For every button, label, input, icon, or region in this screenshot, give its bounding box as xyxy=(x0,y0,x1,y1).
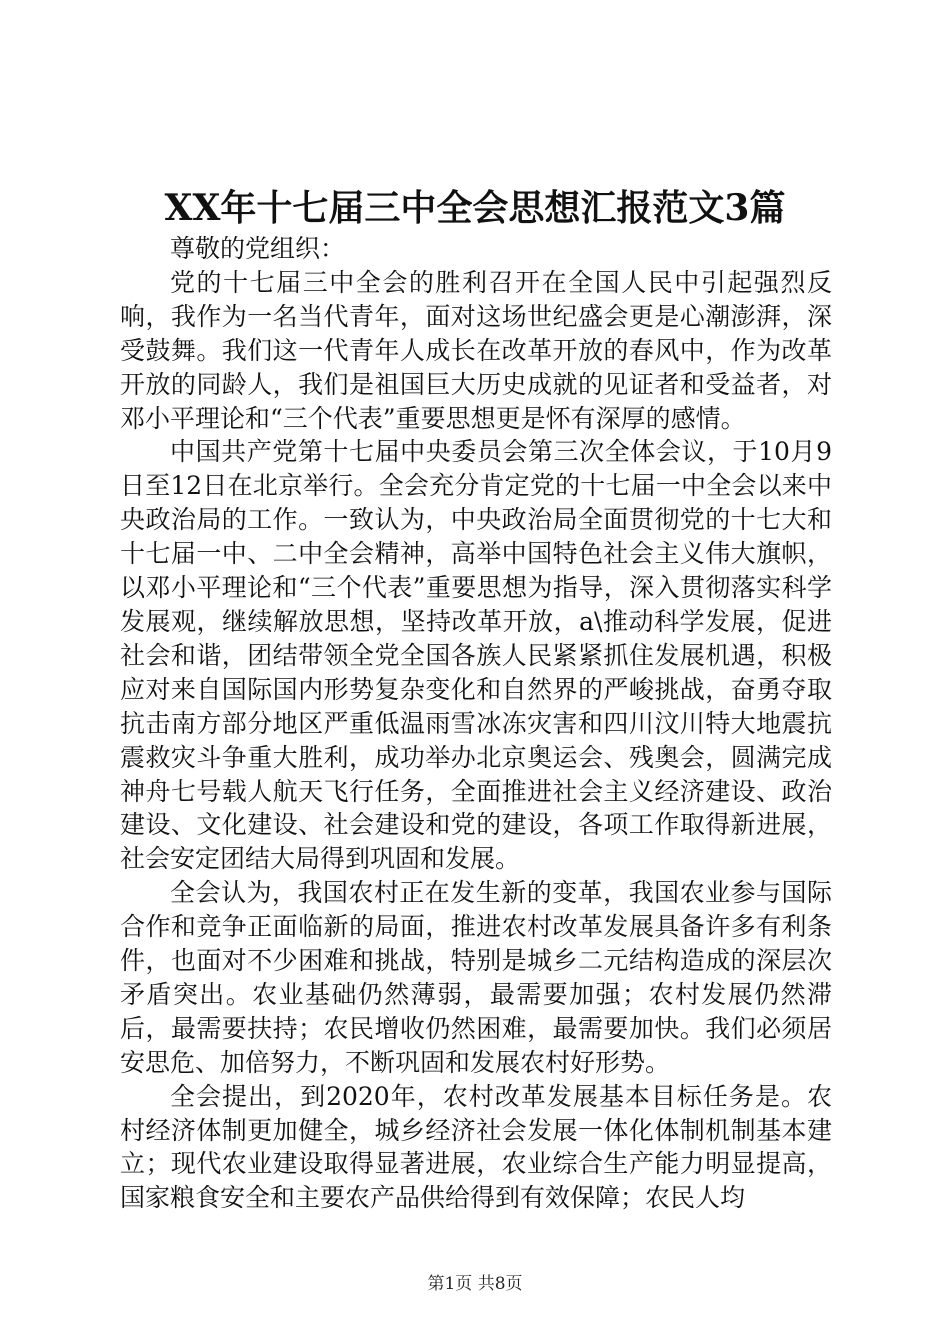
paragraph-1: 党的十七届三中全会的胜利召开在全国人民中引起强烈反响，我作为一名当代青年，面对这场世纪盛会更是心潮澎湃，深受鼓舞。我们这一代青年人成长在改革开放的春风中，作为改革开放的同龄人，我们是祖国巨大历史成就的见证者和受益者，对邓小平理论和“三个代表”重要思想更是怀有深厚的感情。 xyxy=(120,267,832,433)
paragraph-3: 全会认为，我国农村正在发生新的变革，我国农业参与国际合作和竞争正面临新的局面，推进农村改革发展具备许多有利条件，也面对不少困难和挑战，特别是城乡二元结构造成的深层次矛盾突出。农业基础仍然薄弱，最需要加强；农村发展仍然滞后，最需要扶持；农民增收仍然困难，最需要加快。我们必须居安思危、加倍努力，不断巩固和发展农村好形势。 xyxy=(120,878,832,1077)
document-body xyxy=(120,232,832,1215)
page-footer: 第1页 共8页 xyxy=(427,1274,523,1294)
paragraph-4: 全会提出，到2020年，农村改革发展基本目标任务是。农村经济体制更加健全，城乡经济社会发展一体化体制机制基本建立；现代农业建设取得显著进展，农业综合生产能力明显提高，国家粮食安全和主要农产品供给得到有效保障；农民人均 xyxy=(120,1081,832,1213)
paragraph-2: 中国共产党第十七届中央委员会第三次全体会议，于10月9日至12日在北京举行。全会充分肯定党的十七届一中全会以来中央政治局的工作。一致认为，中央政治局全面贯彻党的十七大和十七届一中、二中全会精神，高举中国特色社会主义伟大旗帜，以邓小平理论和“三个代表”重要思想为指导，深入贯彻落实科学发展观，继续解放思想，坚持改革开放，a\推动科学发展，促进社会和谐，团结带领全党全国各族人民紧紧抓住发展机遇，积极应对来自国际国内形势复杂变化和自然界的严峻挑战，奋勇夺取抗击南方部分地区严重低温雨雪冰冻灾害和四川汶川特大地震抗震救灾斗争重大胜利，成功举办北京奥运会、残奥会，圆满完成神舟七号载人航天飞行任务，全面推进社会主义经济建设、政治建设、文化建设、社会建设和党的建设，各项工作取得新进展，社会安定团结大局得到巩固和发展。 xyxy=(120,437,832,874)
document-title: XX年十七届三中全会思想汇报范文3篇 xyxy=(164,187,786,229)
greeting-line: 尊敬的党组织： xyxy=(170,234,346,263)
